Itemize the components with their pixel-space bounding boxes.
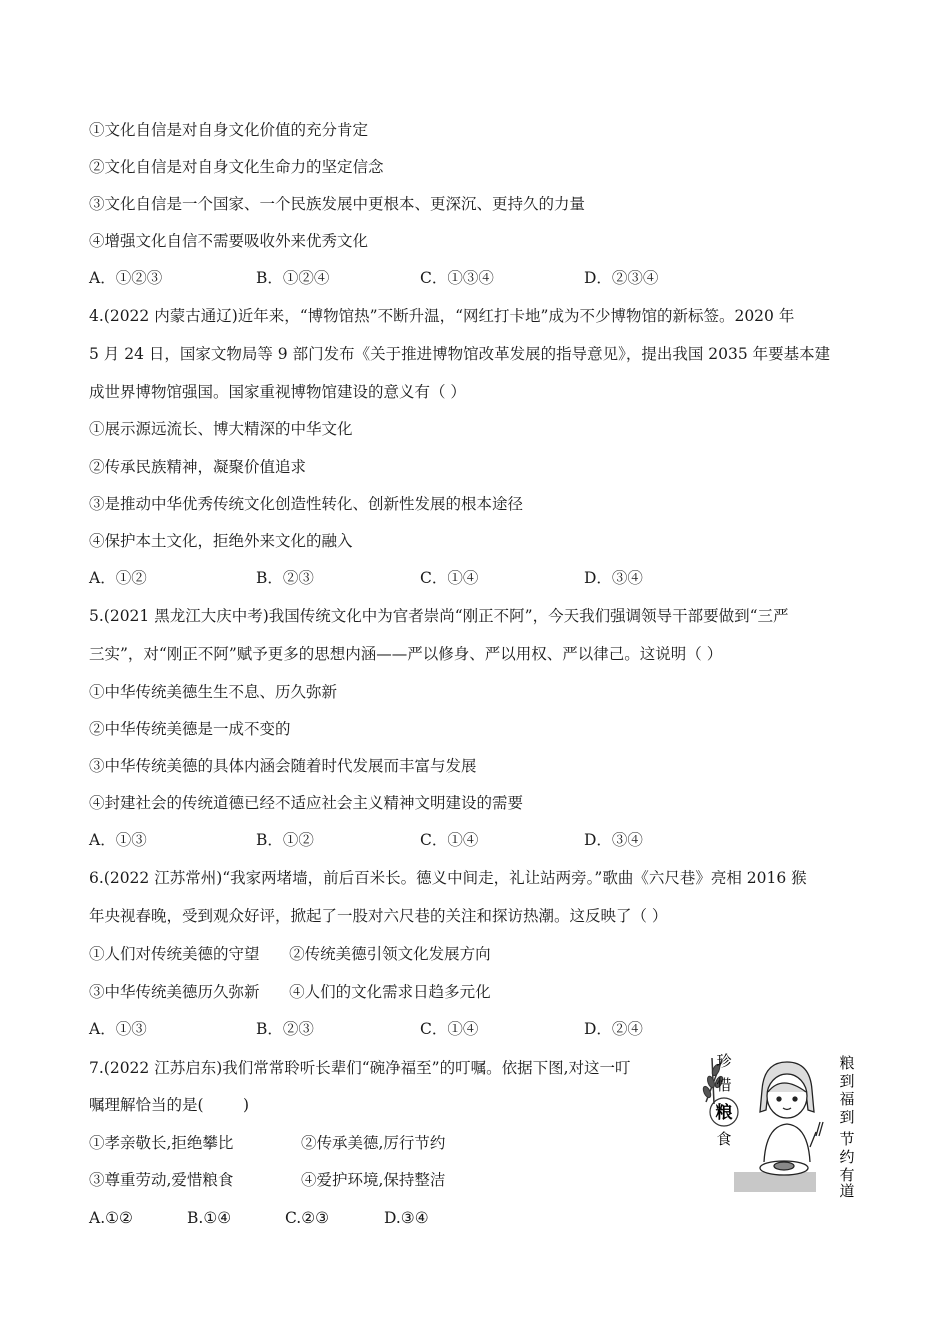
fig-right-top-3: 福 <box>839 1092 855 1108</box>
fig-left-char-2: 惜 <box>716 1078 732 1094</box>
q7-item-4: ④爱护环境,保持整洁 <box>301 1171 446 1189</box>
q5-option-c: C．①④ <box>420 831 479 849</box>
fig-right-top-4: 到 <box>839 1110 855 1126</box>
q7-option-c: C.②③ <box>285 1209 330 1227</box>
q5-item-1: ①中华传统美德生生不息、历久弥新 <box>89 683 338 701</box>
fig-right-bottom-4: 道 <box>839 1184 855 1198</box>
q3-item-3: ③文化自信是一个国家、一个民族发展中更根本、更深沉、更持久的力量 <box>89 195 586 213</box>
q4-item-2: ②传承民族精神，凝聚价值追求 <box>89 458 307 476</box>
q4-stem-line-1: 4.(2022 内蒙古通辽)近年来，“博物馆热”不断升温，“网红打卡地”成为不少博物馆的新标签。2020 年 <box>89 307 795 325</box>
q6-items-row-1: ①人们对传统美德的守望 ②传统美德引领文化发展方向 <box>89 945 491 963</box>
fig-left-char-3: 粮 <box>715 1103 733 1122</box>
q5-item-4: ④封建社会的传统道德已经不适应社会主义精神文明建设的需要 <box>89 794 524 812</box>
q7-item-2: ②传承美德,厉行节约 <box>301 1134 446 1152</box>
q3-option-c: C．①③④ <box>420 269 494 287</box>
q7-option-b: B.①④ <box>187 1209 232 1227</box>
fig-right-bottom-1: 节 <box>839 1132 855 1148</box>
q5-item-2: ②中华传统美德是一成不变的 <box>89 720 291 738</box>
q5-stem-line-1: 5.(2021 黑龙江大庆中考)我国传统文化中为官者崇尚“刚正不阿”，今天我们强调领导干部要做到“三严 <box>89 607 789 625</box>
q3-option-a: A．①②③ <box>89 269 163 287</box>
q4-stem-line-3: 成世界博物馆强国。国家重视博物馆建设的意义有（ ） <box>89 383 466 401</box>
q4-item-1: ①展示源远流长、博大精深的中华文化 <box>89 420 353 438</box>
q3-item-2: ②文化自信是对自身文化生命力的坚定信念 <box>89 158 384 176</box>
q4-option-c: C．①④ <box>420 569 479 587</box>
q6-option-a: A．①③ <box>89 1020 147 1038</box>
q6-items-row-2: ③中华传统美德历久弥新 ④人们的文化需求日趋多元化 <box>89 983 491 1001</box>
q7-stem-line-1: 7.(2022 江苏启东)我们常常聆听长辈们“碗净福至”的叮嘱。依据下图,对这一叮 <box>89 1059 631 1077</box>
q5-stem-line-2: 三实”，对“刚正不阿”赋予更多的思想内涵——严以修身、严以用权、严以律己。这说明（ ） <box>89 645 723 663</box>
q4-option-d: D．③④ <box>584 569 643 587</box>
q5-item-3: ③中华传统美德的具体内涵会随着时代发展而丰富与发展 <box>89 757 477 775</box>
fig-right-top-1: 粮 <box>839 1056 855 1072</box>
q3-option-d: D．②③④ <box>584 269 659 287</box>
q4-option-a: A．①② <box>89 569 147 587</box>
fig-left-char-1: 珍 <box>716 1054 732 1070</box>
q4-item-4: ④保护本土文化，拒绝外来文化的融入 <box>89 532 353 550</box>
q4-stem-line-2: 5 月 24 日，国家文物局等 9 部门发布《关于推进博物馆改革发展的指导意见》，提出我国 2035 年要基本建 <box>89 345 831 363</box>
q5-option-a: A．①③ <box>89 831 147 849</box>
q6-stem-line-1: 6.(2022 江苏常州)“我家两堵墙，前后百米长。德义中间走，礼让站两旁。”歌曲《六尺巷》亮相 2016 猴 <box>89 869 807 887</box>
q3-item-1: ①文化自信是对自身文化价值的充分肯定 <box>89 121 369 139</box>
q7-item-1: ①孝亲敬长,拒绝攀比 <box>89 1134 234 1152</box>
q5-option-b: B．①② <box>256 831 314 849</box>
q7-option-d: D.③④ <box>384 1209 429 1227</box>
q6-option-b: B．②③ <box>256 1020 314 1038</box>
fig-right-top-2: 到 <box>839 1074 855 1090</box>
q4-item-3: ③是推动中华优秀传统文化创造性转化、创新性发展的根本途径 <box>89 495 524 513</box>
q3-option-b: B．①②④ <box>256 269 330 287</box>
q7-option-a: A.①② <box>89 1209 133 1227</box>
fig-right-bottom-3: 有 <box>839 1168 855 1184</box>
q6-option-d: D．②④ <box>584 1020 643 1038</box>
q7-item-3: ③尊重劳动,爱惜粮食 <box>89 1171 234 1189</box>
q5-option-d: D．③④ <box>584 831 643 849</box>
fig-right-bottom-2: 约 <box>839 1150 855 1166</box>
q7-illustration <box>692 1052 862 1198</box>
girl-eating-icon <box>760 1062 823 1175</box>
q6-option-c: C．①④ <box>420 1020 479 1038</box>
q3-item-4: ④增强文化自信不需要吸收外来优秀文化 <box>89 232 369 250</box>
q7-stem-line-2: 嘱理解恰当的是( ) <box>89 1096 250 1114</box>
q4-option-b: B．②③ <box>256 569 314 587</box>
fig-left-char-4: 食 <box>716 1132 732 1148</box>
q6-stem-line-2: 年央视春晚，受到观众好评，掀起了一股对六尺巷的关注和探访热潮。这反映了（ ） <box>89 907 668 925</box>
